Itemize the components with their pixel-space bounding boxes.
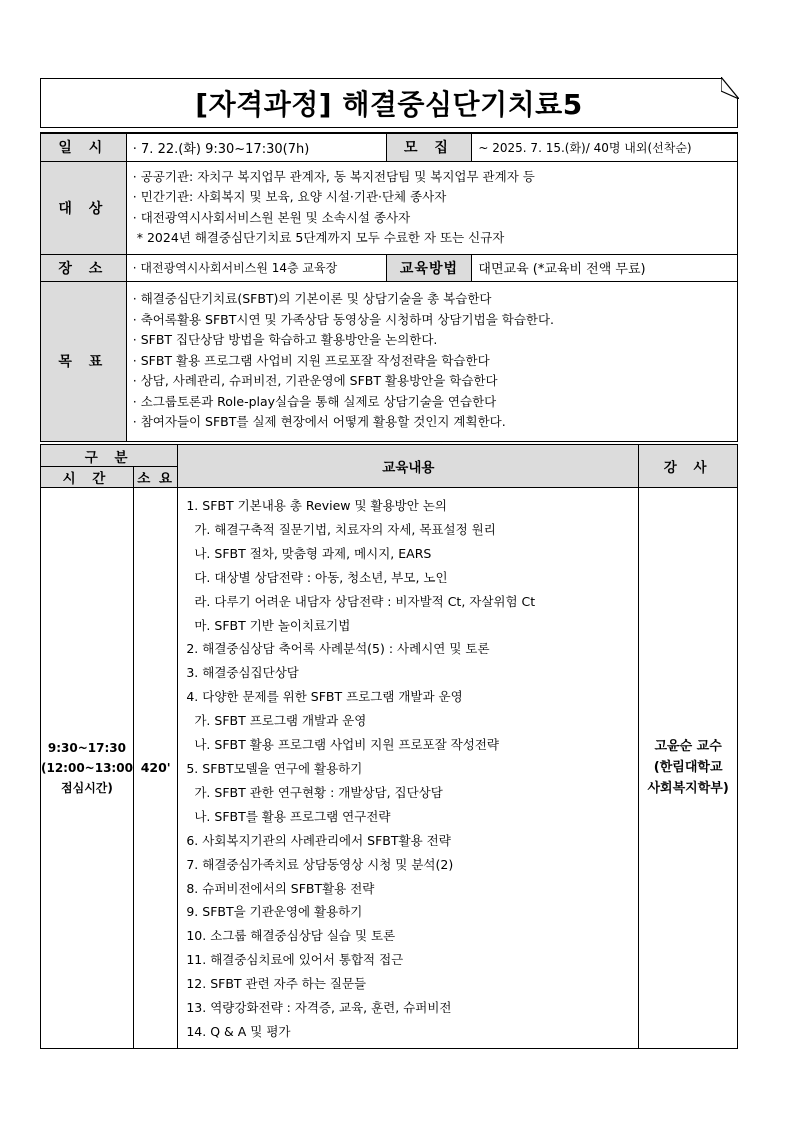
header-instructor: 강 사 <box>639 445 738 488</box>
content-item: 1. SFBT 기본내용 총 Review 및 활용방안 논의 <box>186 498 447 513</box>
list-item: · 대전광역시사회서비스원 본원 및 소속시설 종사자 <box>132 209 411 225</box>
time-line: 9:30~17:30 <box>47 740 127 755</box>
content-item: 6. 사회복지기관의 사례관리에서 SFBT활용 전략 <box>186 832 451 848</box>
content-item: 2. 해결중심상담 축어록 사례분석(5) : 사례시연 및 토론 <box>186 641 490 657</box>
duration-cell: 420' <box>133 488 177 1049</box>
content-item: 12. SFBT 관련 자주 하는 질문들 <box>186 976 367 992</box>
target-label: 대 상 <box>41 161 127 254</box>
content-cell <box>178 488 639 1049</box>
content-item: 13. 역량강화전략 : 자격증, 교육, 훈련, 슈퍼비전 <box>186 1000 452 1016</box>
content-item: 10. 소그룹 해결중심상담 실습 및 토론 <box>186 928 396 944</box>
content-subitem: 다. 대상별 상담전략 : 아동, 청소년, 부모, 노인 <box>194 569 448 585</box>
date-value: · 7. 22.(화) 9:30~17:30(7h) <box>126 133 386 161</box>
content-item: 9. SFBT을 기관운영에 활용하기 <box>186 904 363 920</box>
content-item: 11. 해결중심치료에 있어서 통합적 접근 <box>186 952 404 968</box>
content-subitem: 라. 다루기 어려운 내담자 상담전략 : 비자발적 Ct, 자살위험 Ct <box>194 593 536 609</box>
instructor-cell <box>639 488 738 1049</box>
list-item: · 소그룹토론과 Role-play실습을 통해 실제로 상담기술을 연습한다 <box>132 393 497 409</box>
list-item: · SFBT 집단상담 방법을 학습하고 활용방안을 논의한다. <box>132 332 438 348</box>
content-item: 14. Q & A 및 평가 <box>186 1023 291 1039</box>
content-subitem: 나. SFBT 절차, 맞춤형 과제, 메시지, EARS <box>194 545 432 561</box>
place-label: 장 소 <box>41 254 127 281</box>
page-title: [자격과정] 해결중심단기치료5 <box>195 88 583 121</box>
header-content: 교육내용 <box>178 445 639 488</box>
date-label: 일 시 <box>41 133 127 161</box>
recruit-label: 모 집 <box>386 133 472 161</box>
method-value: 대면교육 (*교육비 전액 무료) <box>472 254 738 281</box>
list-item: · 민간기관: 사회복지 및 보육, 요양 시설·기관·단체 종사자 <box>132 189 447 204</box>
instructor-department: 사회복지학부) <box>647 781 729 797</box>
list-item: * 2024년 해결중심단기치료 5단계까지 모두 수료한 자 또는 신규자 <box>132 230 505 245</box>
content-subitem: 가. 해결구축적 질문기법, 치료자의 자세, 목표설정 원리 <box>194 521 496 537</box>
header-time: 시 간 <box>41 467 134 488</box>
goal-list <box>126 281 737 441</box>
content-item: 4. 다양한 문제를 위한 SFBT 프로그램 개발과 운영 <box>186 689 463 705</box>
content-subitem: 마. SFBT 기반 놀이치료기법 <box>194 617 351 633</box>
content-item: 8. 슈퍼비전에서의 SFBT활용 전략 <box>186 880 375 896</box>
instructor-affiliation: (한림대학교 <box>653 760 723 776</box>
schedule-table <box>40 444 738 1049</box>
list-item: · 참여자들이 SFBT를 실제 현장에서 어떻게 활용할 것인지 계획한다. <box>132 414 506 430</box>
content-subitem: 나. SFBT 활용 프로그램 사업비 지원 프로포잘 작성전략 <box>194 737 499 753</box>
list-item: · 공공기관: 자치구 복지업무 관계자, 동 복지전담팀 및 복지업무 관계자 등 <box>132 168 535 184</box>
folded-corner-icon <box>721 77 739 99</box>
content-subitem: 가. SFBT 관한 연구현황 : 개발상담, 집단상담 <box>194 784 443 800</box>
target-list <box>126 161 737 254</box>
method-label: 교육방법 <box>386 254 472 281</box>
content-subitem: 나. SFBT를 활용 프로그램 연구전략 <box>194 808 391 824</box>
target-row <box>41 161 738 254</box>
header-group: 구 분 <box>41 445 178 467</box>
title-box <box>40 78 738 128</box>
content-item: 5. SFBT모델을 연구에 활용하기 <box>186 760 363 776</box>
time-line: (12:00~13:00 <box>41 760 133 775</box>
list-item: · 축어록활용 SFBT시연 및 가족상담 동영상을 시청하며 상담기법을 학습한다. <box>132 311 555 327</box>
content-subitem: 가. SFBT 프로그램 개발과 운영 <box>194 713 367 729</box>
list-item: · SFBT 활용 프로그램 사업비 지원 프로포잘 작성전략을 학습한다 <box>132 352 490 368</box>
content-item: 7. 해결중심가족치료 상담동영상 시청 및 분석(2) <box>186 856 454 872</box>
schedule-body-row <box>41 488 738 1049</box>
info-table <box>40 132 738 442</box>
place-value: · 대전광역시사회서비스원 14층 교육장 <box>126 254 386 281</box>
content-list <box>186 494 630 1044</box>
place-row <box>41 254 738 281</box>
recruit-value: ~ 2025. 7. 15.(화)/ 40명 내외(선착순) <box>472 133 738 161</box>
schedule-header-row <box>41 445 738 467</box>
content-item: 3. 해결중심집단상담 <box>186 665 299 681</box>
goal-label: 목 표 <box>41 281 127 441</box>
time-cell <box>41 488 134 1049</box>
goal-row <box>41 281 738 441</box>
list-item: · 상담, 사례관리, 슈퍼비전, 기관운영에 SFBT 활용방안을 학습한다 <box>132 373 498 389</box>
list-item: · 해결중심단기치료(SFBT)의 기본이론 및 상담기술을 총 복습한다 <box>132 291 492 307</box>
instructor-name: 고윤순 교수 <box>654 739 722 755</box>
header-duration: 소 요 <box>133 467 177 488</box>
time-line: 점심시간) <box>61 780 113 795</box>
date-row <box>41 133 738 161</box>
